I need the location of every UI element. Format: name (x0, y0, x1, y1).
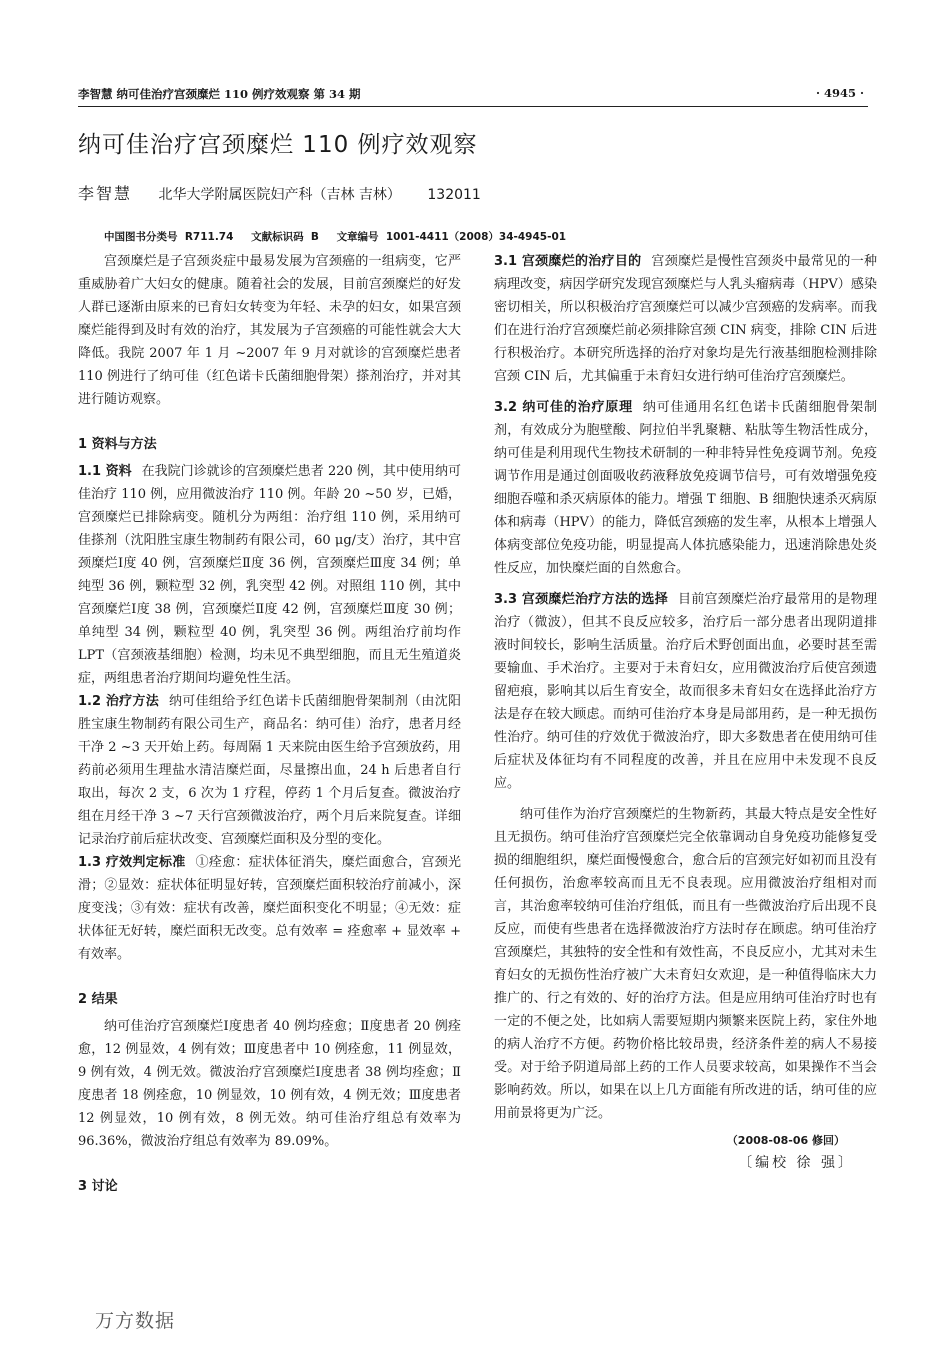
section-3-2-label: 3.2 纳可佳的治疗原理 (494, 400, 633, 415)
section-3-3 (494, 588, 877, 795)
running-head (78, 84, 868, 107)
doc-code-value: B (310, 231, 319, 243)
section-1-2-label: 1.2 治疗方法 (78, 694, 159, 709)
section-1-3-label: 1.3 疗效判定标准 (78, 855, 186, 870)
classification-line (104, 229, 580, 244)
author-affiliation: 北华大学附属医院妇产科（吉林 吉林） (158, 187, 401, 203)
running-head-left: 李智慧 纳可佳治疗宫颈糜烂 110 例疗效观察 第 34 期 (78, 87, 361, 101)
results-paragraph: 纳可佳治疗宫颈糜烂Ⅰ度患者 40 例均痊愈；Ⅱ度患者 20 例痊愈，12 例显效，4 例有效；Ⅲ度患者中 10 例痊愈，11 例显效，9 例有效，4 例无效。微波治疗宫颈糜烂Ⅰ度患者 38 例均痊愈；Ⅱ度患者 18 例痊愈，10 例显效，10 例有效，4 例无效；Ⅲ度患者 12 例显效，10 例有效，8 例无效。纳可佳治疗组总有效率为 96.36%，微波治疗组总有效率为 89.09%。 (78, 1019, 461, 1149)
doc-code-label: 文献标识码 (251, 231, 304, 243)
article-no-field (337, 231, 567, 243)
section-1-1 (78, 460, 461, 690)
section-2-heading: 2 结果 (78, 992, 118, 1007)
doc-code-field (251, 231, 319, 243)
article-no-value: 1001-4411（2008）34-4945-01 (385, 231, 567, 243)
left-column (78, 250, 461, 1202)
editor-credit: 〔编校 徐 强〕 (738, 1155, 855, 1171)
closing-paragraph: 纳可佳作为治疗宫颈糜烂的生物新药，其最大特点是安全性好且无损伤。纳可佳治疗宫颈糜烂完全依靠调动自身免疫功能修复受损的细胞组织，糜烂面慢慢愈合，愈合后的宫颈完好如初而且没有任何损伤，治愈率较高而且无不良表现。应用微波治疗组相对而言，其治愈率较纳可佳治疗组低，而且有一些微波治疗后出现不良反应，而使有些患者在选择微波治疗方法时存在顾虑。纳可佳治疗宫颈糜烂，其独特的安全性和有效性高，不良反应小，尤其对未生育妇女的无损伤性治疗被广大未育妇女欢迎，是一种值得临床大力推广的、行之有效的、好的治疗方法。但是应用纳可佳治疗时也有一定的不便之处，比如病人需要短期内频繁来医院上药，家住外地的病人治疗不方便。药物价格比较昂贵，经济条件差的病人不易接受。对于给予阴道局部上药的工作人员要求较高，如果操作不当会影响药效。所以，如果在以上几方面能有所改进的话，纳可佳的应用前景将更为广泛。 (494, 807, 877, 1121)
section-3-1 (494, 250, 877, 388)
postcode: 132011 (427, 187, 481, 203)
wanfang-watermark: 万方数据 (95, 1310, 176, 1332)
section-1-3-text: ①痊愈：症状体征消失，糜烂面愈合，宫颈光滑；②显效：症状体征明显好转，宫颈糜烂面积较治疗前减小，深度变浅；③有效：症状有改善，糜烂面积变化不明显；④无效：症状体征无好转，糜烂面积无改变。总有效率 = 痊愈率 + 显效率 + 有效率。 (78, 855, 461, 962)
intro-paragraph: 宫颈糜烂是子宫颈炎症中最易发展为宫颈癌的一组病变，它严重威胁着广大妇女的健康。随着社会的发展，目前宫颈糜烂的好发人群已逐渐由原来的已育妇女转变为年轻、未孕的妇女，如果宫颈糜烂能得到及时有效的治疗，其发展为子宫颈癌的可能性就会大大降低。我院 2007 年 1 月 ~2007 年 9 月对就诊的宫颈糜烂患者 110 例进行了纳可佳（红色诺卡氏菌细胞骨架）搽剂治疗，并对其进行随访观察。 (78, 254, 461, 407)
section-1-1-text: 在我院门诊就诊的宫颈糜烂患者 220 例，其中使用纳可佳治疗 110 例，应用微波治疗 110 例。年龄 20 ~50 岁，已婚，宫颈糜烂已排除病变。随机分为两组：治疗组 110 例，采用纳可佳搽剂（沈阳胜宝康生物制药有限公司，60 μg/支）治疗，其中宫颈糜烂Ⅰ度 40 例，宫颈糜烂Ⅱ度 36 例，宫颈糜烂Ⅲ度 34 例；单纯型 36 例，颗粒型 32 例，乳突型 42 例。对照组 110 例，其中宫颈糜烂Ⅰ度 38 例，宫颈糜烂Ⅱ度 42 例，宫颈糜烂Ⅲ度 30 例；单纯型 34 例，颗粒型 40 例，乳突型 36 例。两组治疗前均作 LPT（宫颈液基细胞）检测，均未见不典型细胞，而且无生殖道炎症，两组患者治疗期间均避免性生活。 (78, 464, 462, 686)
section-1-2-text: 纳可佳组给予红色诺卡氏菌细胞骨架制剂（由沈阳胜宝康生物制药有限公司生产，商品名：纳可佳）治疗，患者月经干净 2 ~3 天开始上药。每周隔 1 天来院由医生给予宫颈放药，用药前必须用生理盐水清洁糜烂面，尽量擦出血，24 h 后患者自行取出，每次 2 支，6 次为 1 疗程，停药 1 个月后复查。微波治疗组在月经干净 3 ~7 天行宫颈微波治疗，两个月后来院复查。详细记录治疗前后症状改变、宫颈糜烂面积及分型的变化。 (78, 694, 461, 847)
clc-label: 中国图书分类号 (104, 231, 178, 243)
section-3-1-label: 3.1 宫颈糜烂的治疗目的 (494, 254, 642, 269)
page-number: · 4945 · (815, 86, 864, 100)
section-3-3-text: 目前宫颈糜烂治疗最常用的是物理治疗（微波），但其不良反应较多，治疗后一部分患者出现阴道排液时间较长，影响生活质量。治疗后术野创面出血，必要时甚至需要输血、手术治疗。主要对于未育妇女，应用微波治疗后使宫颈遗留疤痕，影响其以后生育安全，故而很多未育妇女在选择此治疗方法是存在较大顾虑。而纳可佳治疗本身是局部用药，是一种无损伤性治疗。纳可佳的疗效优于微波治疗，即大多数患者在使用纳可佳后症状及体征均有不同程度的改善，并且在应用中未发现不良反应。 (494, 592, 877, 791)
article-no-label: 文章编号 (336, 231, 379, 243)
clc-field (104, 231, 233, 243)
section-1-3 (78, 851, 461, 966)
section-3-1-text: 宫颈糜烂是慢性宫颈炎中最常见的一种病理改变，病因学研究发现宫颈糜烂与人乳头瘤病毒（HPV）感染密切相关，所以积极治疗宫颈糜烂可以减少宫颈癌的发病率。而我们在进行治疗宫颈糜烂前必须排除宫颈 CIN 病变，排除 CIN 后进行积极治疗。本研究所选择的治疗对象均是先行液基细胞检测排除宫颈 CIN 后，尤其偏重于未育妇女进行纳可佳治疗宫颈糜烂。 (494, 254, 877, 384)
right-column (494, 250, 877, 1175)
author-name: 李智慧 (78, 184, 133, 203)
section-1-heading: 1 资料与方法 (78, 437, 157, 452)
section-3-2 (494, 396, 877, 580)
section-1-2 (78, 690, 461, 851)
article-title: 纳可佳治疗宫颈糜烂 110 例疗效观察 (78, 132, 478, 158)
section-1-1-label: 1.1 资料 (78, 464, 132, 479)
revision-date: （2008-08-06 修回） (726, 1134, 845, 1147)
clc-value: R711.74 (184, 231, 234, 243)
author-line (78, 181, 481, 204)
section-3-2-text: 纳可佳通用名红色诺卡氏菌细胞骨架制剂，有效成分为胞壁酸、阿拉伯半乳聚糖、粘肽等生物活性成分，纳可佳是利用现代生物技术研制的一种非特异性免疫调节剂。免疫调节作用是通过创面吸收药液释放免疫调节信号，可有效增强免疫细胞吞噬和杀灭病原体的能力。增强 T 细胞、B 细胞快速杀灭病原体和病毒（HPV）的能力，降低宫颈癌的发生率，从根本上增强人体病变部位免疫功能，明显提高人体抗感染能力，迅速消除患处炎性反应，加快糜烂面的自然愈合。 (494, 400, 877, 576)
section-3-3-label: 3.3 宫颈糜烂治疗方法的选择 (494, 592, 668, 607)
section-3-heading: 3 讨论 (78, 1179, 118, 1194)
